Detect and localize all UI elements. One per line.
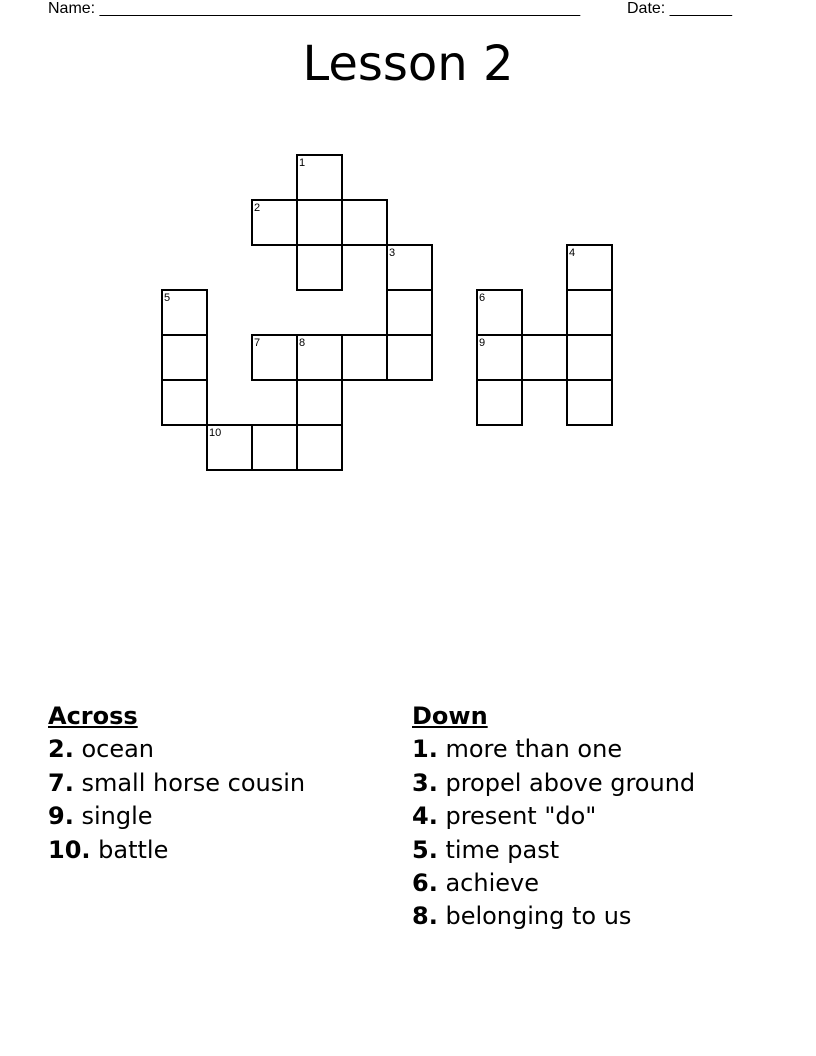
crossword-cell[interactable]: [566, 289, 613, 336]
clue-text: more than one: [437, 735, 623, 764]
clue-text: time past: [437, 835, 560, 864]
clue-item: [412, 767, 695, 800]
date-field-label: Date: _______: [627, 0, 732, 17]
crossword-cell[interactable]: [341, 199, 388, 246]
clue-item: [412, 800, 695, 833]
crossword-cell[interactable]: [566, 244, 613, 291]
cell-number: 2: [254, 202, 261, 214]
down-clue-list: [412, 733, 695, 933]
crossword-cell[interactable]: [251, 424, 298, 471]
clue-item: [48, 834, 305, 867]
clue-number: 7.: [48, 768, 74, 797]
clue-item: [412, 900, 695, 933]
crossword-cell[interactable]: [296, 379, 343, 426]
clue-number: 5.: [412, 835, 438, 864]
cell-number: 6: [479, 292, 486, 304]
crossword-cell[interactable]: [566, 334, 613, 381]
crossword-cell[interactable]: [296, 199, 343, 246]
crossword-cell[interactable]: [386, 334, 433, 381]
clue-number: 9.: [48, 802, 74, 831]
crossword-cell[interactable]: [161, 334, 208, 381]
clue-text: propel above ground: [437, 768, 696, 797]
clue-item: [412, 834, 695, 867]
cell-number: 5: [164, 292, 171, 304]
name-field-label: Name: ______________________________________________________: [48, 0, 581, 17]
clue-text: belonging to us: [437, 902, 632, 931]
across-clue-list: [48, 733, 305, 867]
clue-text: present "do": [437, 802, 597, 831]
clue-item: [48, 800, 305, 833]
clue-item: [412, 867, 695, 900]
clue-number: 3.: [412, 768, 438, 797]
down-clues: [412, 700, 695, 934]
cell-number: 8: [299, 337, 306, 349]
crossword-cell[interactable]: [251, 334, 298, 381]
cell-number: 9: [479, 337, 486, 349]
crossword-cell[interactable]: [296, 424, 343, 471]
clue-number: 2.: [48, 735, 74, 764]
cell-number: 10: [209, 427, 222, 439]
crossword-cell[interactable]: [296, 334, 343, 381]
crossword-cell[interactable]: [521, 334, 568, 381]
crossword-cell[interactable]: [296, 244, 343, 291]
page-title: Lesson 2: [302, 36, 514, 92]
clue-number: 4.: [412, 802, 438, 831]
clue-text: single: [73, 802, 153, 831]
crossword-cell[interactable]: [206, 424, 253, 471]
crossword-cell[interactable]: [161, 379, 208, 426]
clue-text: ocean: [73, 735, 155, 764]
clue-text: small horse cousin: [73, 768, 306, 797]
cell-number: 3: [389, 247, 396, 259]
clue-number: 6.: [412, 869, 438, 898]
crossword-cell[interactable]: [386, 289, 433, 336]
crossword-cell[interactable]: [476, 289, 523, 336]
down-heading: Down: [412, 702, 488, 730]
clue-number: 8.: [412, 902, 438, 931]
cell-number: 4: [569, 247, 576, 259]
crossword-cell[interactable]: [296, 154, 343, 201]
clue-item: [48, 733, 305, 766]
cell-number: 1: [299, 157, 306, 169]
clue-text: battle: [90, 835, 169, 864]
crossword-grid: [0, 0, 816, 500]
clue-item: [412, 733, 695, 766]
crossword-cell[interactable]: [476, 379, 523, 426]
crossword-cell[interactable]: [161, 289, 208, 336]
clue-number: 1.: [412, 735, 438, 764]
clue-number: 10.: [48, 835, 91, 864]
across-clues: [48, 700, 305, 867]
crossword-cell[interactable]: [341, 334, 388, 381]
crossword-cell[interactable]: [476, 334, 523, 381]
crossword-cell[interactable]: [251, 199, 298, 246]
clue-text: achieve: [437, 869, 539, 898]
clue-item: [48, 767, 305, 800]
cell-number: 7: [254, 337, 261, 349]
across-heading: Across: [48, 702, 138, 730]
crossword-cell[interactable]: [386, 244, 433, 291]
crossword-cell[interactable]: [566, 379, 613, 426]
